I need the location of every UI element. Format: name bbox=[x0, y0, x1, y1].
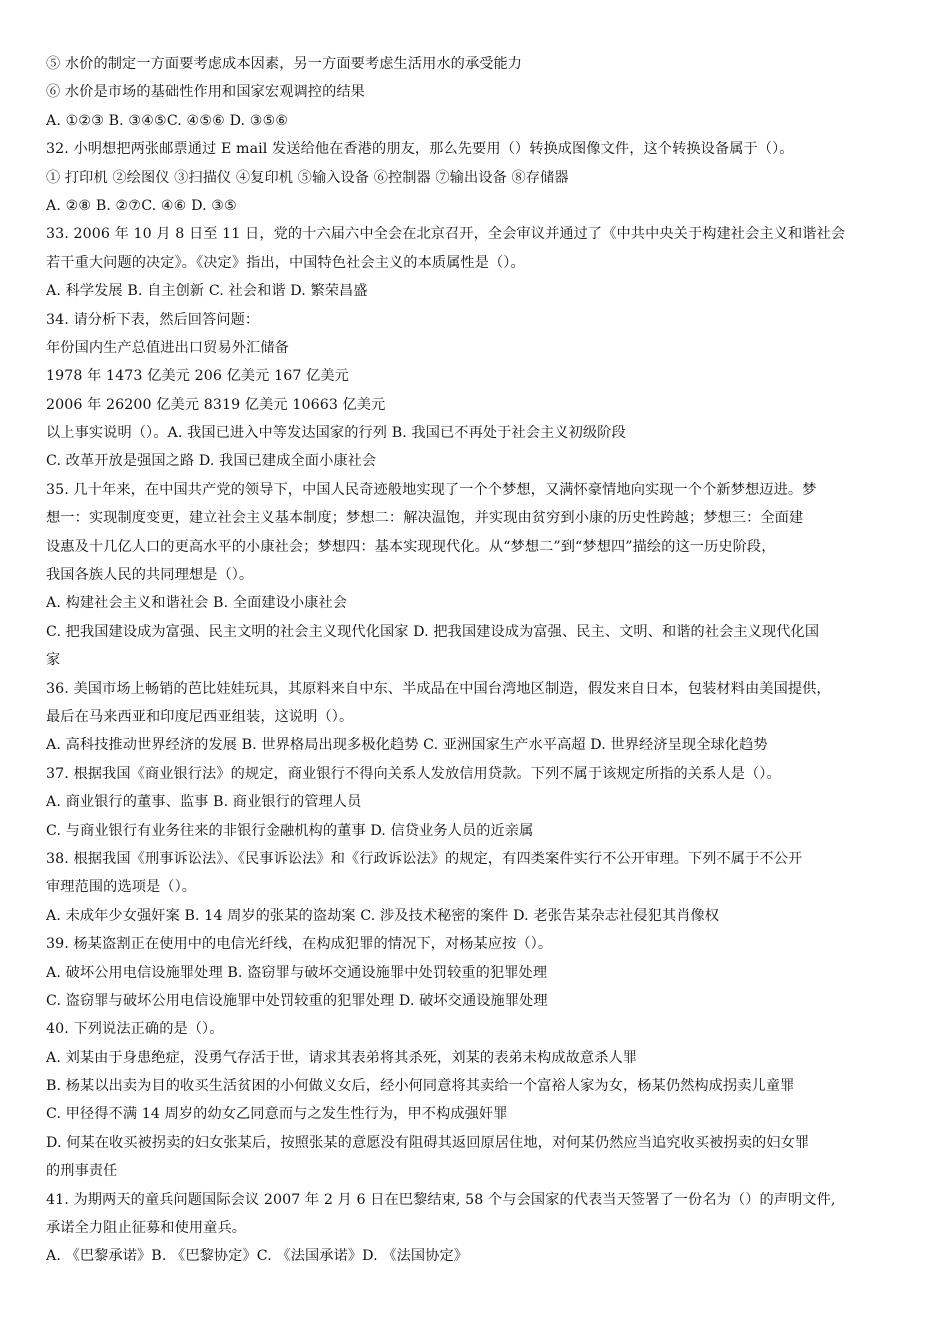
text-line: ⑥ 水价是市场的基础性作用和国家宏观调控的结果 bbox=[46, 84, 365, 101]
answer-options: A. 破坏公用电信设施罪处理 B. 盗窃罪与破坏交通设施罪中处罚较重的犯罪处理 bbox=[46, 964, 548, 981]
answer-options: A. 《巴黎承诺》B. 《巴黎协定》C. 《法国承诺》D. 《法国协定》 bbox=[46, 1248, 469, 1265]
question-40: 40. 下列说法正确的是（）。 bbox=[46, 1021, 224, 1038]
answer-options: A. 未成年少女强奸案 B. 14 周岁的张某的盗劫案 C. 涉及技术秘密的案件 D. 老张告某杂志社侵犯其肖像权 bbox=[46, 907, 720, 924]
text-line: 我国各族人民的共同理想是（）。 bbox=[46, 567, 254, 584]
document-page bbox=[46, 50, 912, 1271]
text-line: ① 打印机 ②绘图仪 ③扫描仪 ④复印机 ⑤输入设备 ⑥控制器 ⑦输出设备 ⑧存储器 bbox=[46, 169, 569, 186]
text-line: 审理范围的选项是（）。 bbox=[46, 879, 197, 896]
table-row: 2006 年 26200 亿美元 8319 亿美元 10663 亿美元 bbox=[46, 396, 386, 413]
answer-option-a: A. 刘某由于身患绝症，没勇气存活于世，请求其表弟将其杀死，刘某的表弟未构成故意杀人罪 bbox=[46, 1049, 638, 1066]
text-line: 想一：实现制度变更，建立社会主义基本制度；梦想二：解决温饱，并实现由贫穷到小康的历史性跨越；梦想三：全面建 bbox=[46, 510, 804, 527]
text-line: 家 bbox=[46, 652, 61, 669]
table-row: 1978 年 1473 亿美元 206 亿美元 167 亿美元 bbox=[46, 368, 349, 385]
text-line: 承诺全力阻止征募和使用童兵。 bbox=[46, 1220, 247, 1237]
answer-option-c: C. 甲径得不满 14 周岁的幼女乙同意而与之发生性行为，甲不构成强奸罪 bbox=[46, 1106, 508, 1123]
answer-options: C. 把我国建设成为富强、民主文明的社会主义现代化国家 D. 把我国建设成为富强、民主、文明、和谐的社会主义现代化国 bbox=[46, 623, 820, 640]
answer-options: C. 改革开放是强国之路 D. 我国已建成全面小康社会 bbox=[46, 453, 377, 470]
answer-options: 以上事实说明（）。A. 我国已进入中等发达国家的行列 B. 我国已不再处于社会主义初级阶段 bbox=[46, 425, 626, 442]
answer-option-d: D. 何某在收买被拐卖的妇女张某后，按照张某的意愿没有阻碍其返回原居住地，对何某仍然应当追究收买被拐卖的妇女罪 bbox=[46, 1134, 810, 1151]
table-header: 年份国内生产总值进出口贸易外汇储备 bbox=[46, 339, 289, 356]
question-33: 33. 2006 年 10 月 8 日至 11 日，党的十六届六中全会在北京召开，全会审议并通过了《中共中央关于构建社会主义和谐社会 bbox=[46, 226, 846, 243]
text-line: 设惠及十几亿人口的更高水平的小康社会；梦想四：基本实现现代化。从“梦想二”到“梦想四”描绘的这一历史阶段， bbox=[46, 538, 776, 555]
question-38: 38. 根据我国《刑事诉讼法》、《民事诉讼法》和《行政诉讼法》的规定，有四类案件实行不公开审理。下列不属于不公开 bbox=[46, 850, 803, 867]
question-32: 32. 小明想把两张邮票通过 E mail 发送给他在香港的朋友，那么先要用（）转换成图像文件，这个转换设备属于（）。 bbox=[46, 141, 794, 158]
text-line: 若干重大问题的决定》。《决定》指出，中国特色社会主义的本质属性是（）。 bbox=[46, 254, 525, 271]
question-35: 35. 几十年来，在中国共产党的领导下，中国人民奇迹般地实现了一个个梦想，又满怀豪情地向实现一个个新梦想迈进。梦 bbox=[46, 481, 817, 498]
question-36: 36. 美国市场上畅销的芭比娃娃玩具，其原料来自中东、半成品在中国台湾地区制造，假发来自日本，包装材料由美国提供， bbox=[46, 680, 831, 697]
answer-options: A. 高科技推动世界经济的发展 B. 世界格局出现多极化趋势 C. 亚洲国家生产水平高超 D. 世界经济呈现全球化趋势 bbox=[46, 737, 768, 754]
answer-options: A. 构建社会主义和谐社会 B. 全面建设小康社会 bbox=[46, 595, 348, 612]
question-37: 37. 根据我国《商业银行法》的规定，商业银行不得向关系人发放信用贷款。下列不属于该规定所指的关系人是（）。 bbox=[46, 765, 781, 782]
question-39: 39. 杨某盗割正在使用中的电信光纤线，在构成犯罪的情况下，对杨某应按（）。 bbox=[46, 936, 553, 953]
question-34: 34. 请分析下表，然后回答问题： bbox=[46, 311, 260, 328]
answer-options: A. 科学发展 B. 自主创新 C. 社会和谐 D. 繁荣昌盛 bbox=[46, 283, 368, 300]
answer-options: A. ①②③ B. ③④⑤C. ④⑤⑥ D. ③⑤⑥ bbox=[46, 112, 289, 129]
text-line: 最后在马来西亚和印度尼西亚组装，这说明（）。 bbox=[46, 708, 354, 725]
answer-option-b: B. 杨某以出卖为目的收买生活贫困的小何做义女后，经小何同意将其卖给一个富裕人家为女，杨某仍然构成拐卖儿童罪 bbox=[46, 1078, 795, 1095]
answer-options: C. 与商业银行有业务往来的非银行金融机构的董事 D. 信贷业务人员的近亲属 bbox=[46, 822, 534, 839]
text-line: 的刑事责任 bbox=[46, 1163, 118, 1180]
answer-options: C. 盗窃罪与破坏公用电信设施罪中处罚较重的犯罪处理 D. 破坏交通设施罪处理 bbox=[46, 992, 548, 1009]
answer-options: A. ②⑧ B. ②⑦C. ④⑥ D. ③⑤ bbox=[46, 197, 237, 214]
question-41: 41. 为期两天的童兵问题国际会议 2007 年 2 月 6 日在巴黎结束, 58 个与会国家的代表当天签署了一份名为（）的声明文件, bbox=[46, 1191, 836, 1208]
answer-options: A. 商业银行的董事、监事 B. 商业银行的管理人员 bbox=[46, 794, 362, 811]
text-line: ⑤ 水价的制定一方面要考虑成本因素，另一方面要考虑生活用水的承受能力 bbox=[46, 56, 523, 72]
